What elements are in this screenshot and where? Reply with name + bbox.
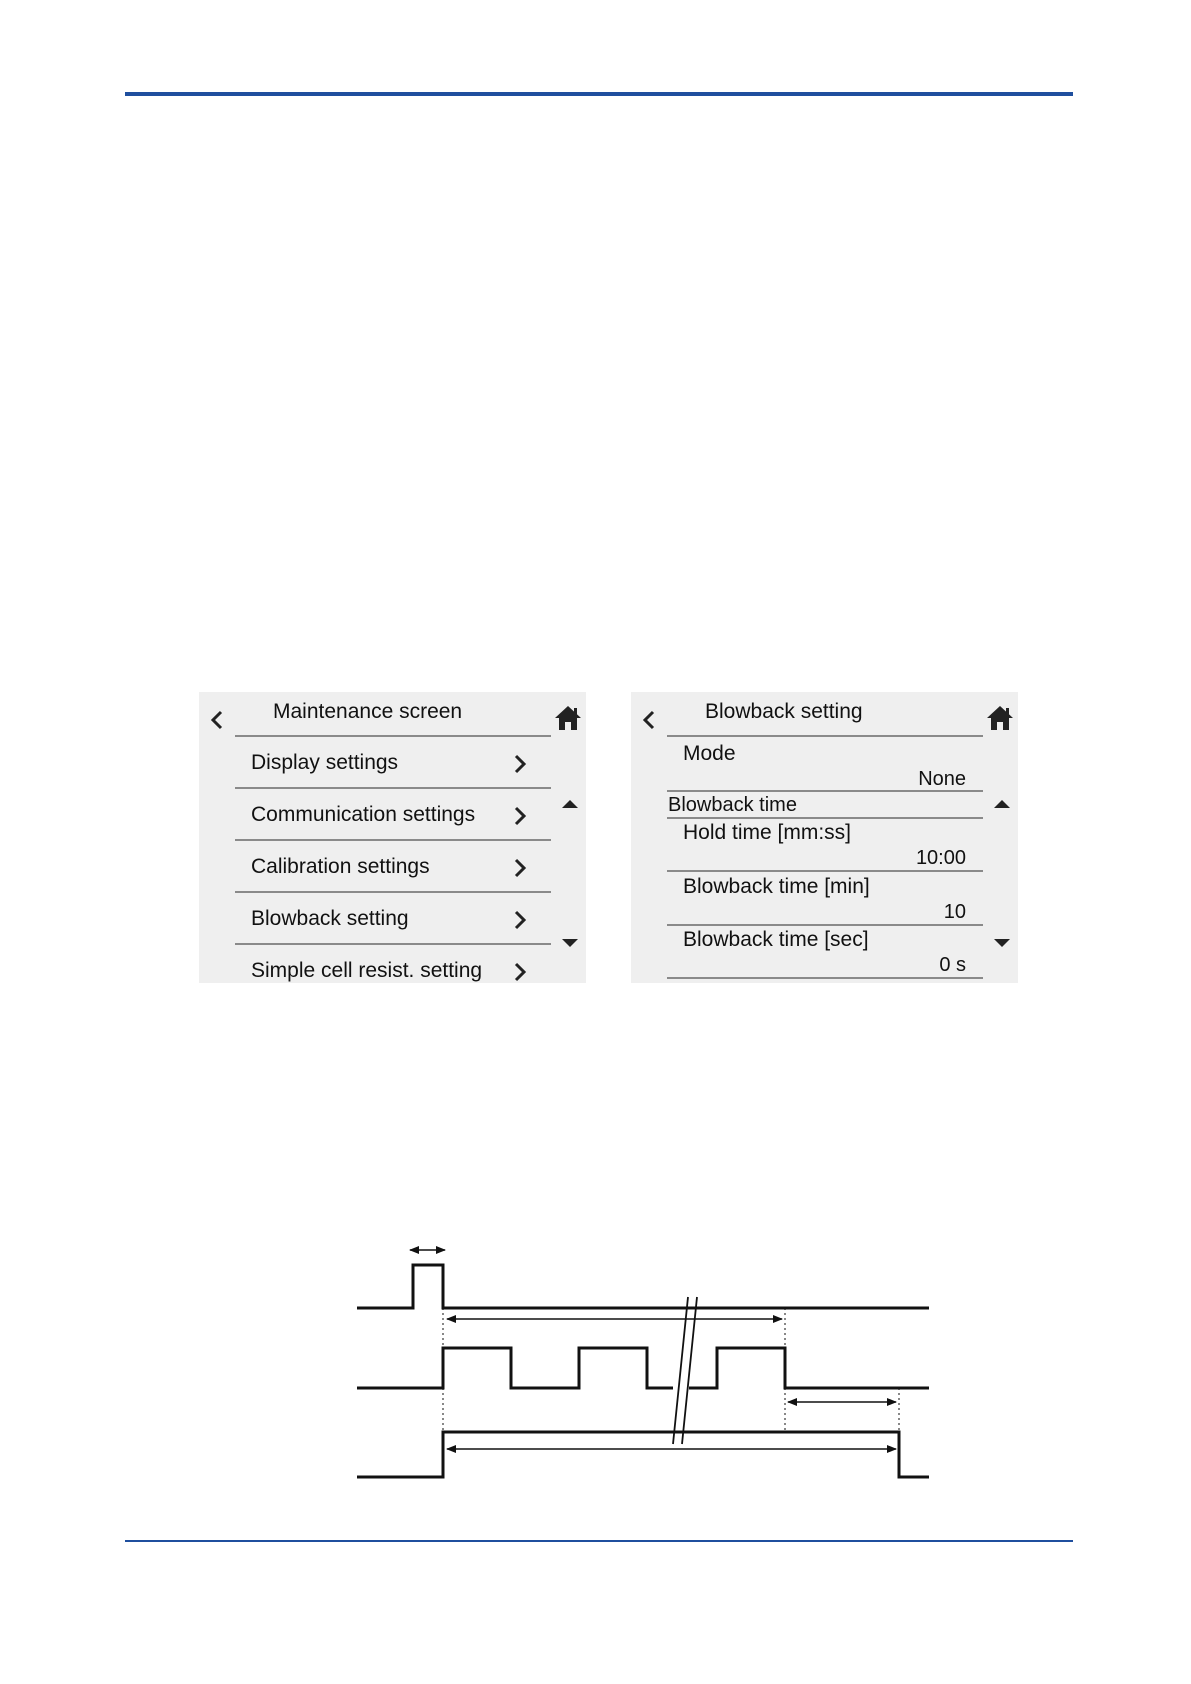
mode-label: Mode (683, 742, 736, 765)
menu-item-label: Display settings (251, 751, 399, 774)
mode-value[interactable]: None (918, 768, 966, 790)
footer-rule (125, 1540, 1073, 1542)
hold-time-value[interactable]: 10:00 (915, 847, 966, 869)
blowback-pulse-signal-continued (689, 1348, 929, 1388)
screen-title: Maintenance screen (273, 700, 463, 723)
blowback-time-min-value[interactable]: 10 (943, 901, 966, 923)
menu-item-label: Simple cell resist. setting (251, 959, 483, 982)
menu-item-label: Communication settings (251, 803, 476, 826)
blowback-status-signal (357, 1432, 929, 1477)
section-label-blowback-time: Blowback time (668, 794, 797, 816)
blowback-time-sec-label: Blowback time [sec] (683, 928, 869, 951)
blowback-pulse-signal (357, 1348, 673, 1388)
blowback-time-min-label: Blowback time [min] (683, 875, 870, 898)
contact-input-signal (357, 1265, 929, 1308)
menu-item-label: Blowback setting (251, 907, 409, 930)
menu-item-label: Calibration settings (251, 855, 430, 878)
blowback-time-sec-value[interactable]: 0 s (939, 954, 966, 976)
hold-time-label: Hold time [mm:ss] (683, 821, 852, 844)
screen-title: Blowback setting (705, 700, 863, 723)
